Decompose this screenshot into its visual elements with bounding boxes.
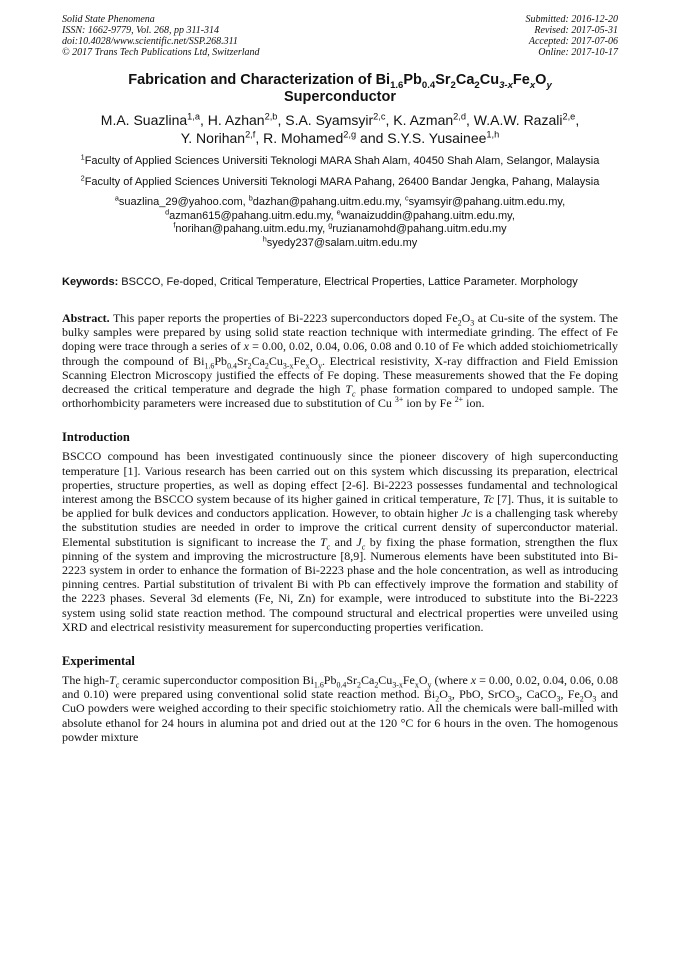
email-line-3: $^f$norihan@pahang.uitm.edu.my, $^g$ruzianamohd@pahang.uitm.edu.my <box>173 220 507 235</box>
affiliation-2: $^2$Faculty of Applied Sciences Universiti Teknologi MARA Pahang, 26400 Bandar Jengka, Pahang, Malaysia <box>80 173 600 188</box>
email-line-4: $^h$syedy237@salam.uitm.edu.my <box>262 233 418 249</box>
author-name: R. Mohamed <box>263 130 344 146</box>
abstract: Abstract. This paper reports the properties of Bi-2223 superconductors doped $Fe_2O_3$ at Cu-site of the system. The bulky samples were prepared by using solid state reaction technique with intermediate grinding. The effect of Fe doping were trace through a series of x = 0.00, 0.02, 0.04, 0.06, 0.08 and 0.10 of Fe which added stoichiometrically through the compound of $Bi_{1.6}Pb_{0.4}Sr_2Ca_2Cu_{3-x}Fe_xO_y$. Electrical resistivity, X-ray diffraction and Field Emission Scanning Electron Microscopy justified the effects of Fe doping. These measurements showed that the Fe doping decreased the critical temperature and degrade the high $T_c$ phase formation compared to undoped sample. The orthorhombicity parameters were increased due to substitution of Cu $^{3+}$ ion by Fe $^{2+}$ ion. <box>62 311 618 411</box>
journal-copyright: © 2017 Trans Tech Publications Ltd, Switzerland <box>62 47 260 58</box>
section-heading-experimental: Experimental <box>62 654 135 669</box>
author-affiliation-mark: 1,h <box>486 129 500 140</box>
date-accepted: Accepted: 2017-07-06 <box>528 36 618 47</box>
author-name: S.A. Syamsyir <box>285 112 374 128</box>
journal-name: Solid State Phenomena <box>62 14 155 25</box>
publication-dates <box>526 14 619 58</box>
author-name: M.A. Suazlina <box>100 112 188 128</box>
email-link[interactable]: azman615@pahang.uitm.edu.my <box>169 209 331 222</box>
author-name: W.A.W. Razali <box>473 112 563 128</box>
author-name: Y. Norihan <box>180 130 246 146</box>
email-link[interactable]: ruzianamohd@pahang.uitm.edu.my <box>332 223 507 235</box>
author-name: S.Y.S. Yusainee <box>387 130 487 146</box>
author-name: H. Azhan <box>207 112 265 128</box>
author-affiliation-mark: 2,b <box>264 111 278 122</box>
author-affiliation-mark: 2,e <box>562 111 576 122</box>
title-line-1: Fabrication and Characterization of $Bi_{1.6}Pb_{0.4}Sr_2Ca_2Cu_{3-x}Fe_xO_y$ <box>128 72 552 91</box>
email-list <box>62 193 618 250</box>
journal-doi[interactable]: doi:10.4028/www.scientific.net/SSP.268.311 <box>62 36 238 47</box>
introduction-paragraph: BSCCO compound has been investigated continuously since the pioneer discovery of high superconducting temperature [1]. Various research has been carried out on this system which discussing its preparation, electrical properties, structure properties, as well as doping effect [2-6]. Bi-2223 possesses fundamental and technological interest among the BSCCO system because of its higher gained in critical temperature, Tc [7]. Thus, it is suitable to be applied for bulk devices and conductors application. However, to obtain higher Jc is a challenging task whereby the substitution studies are needed in order to improve the critical current density of superconductor material. Elemental substitution is significant to increase the $T_c$ and $J_c$ by fixing the phase formation, strengthen the flux pinning of the system and improving the microstructure [8,9]. Numerous elements have been substituted into Bi-2223 system in order to enhance the formation of Bi-2223 phase and the hole concentration, as well as introducing pinning centres. Partial substitution of trivalent Bi with Pb can effectively improve the formation and stability of the 2223 phases. Several 3d elements (Fe, Ni, Zn) for example, were introduced to substitute into the Bi-2223 system using solid state reaction method. The compound structural and electrical properties were unveiled using XRD and electrical resistivity measurement for superconducting properties verification. <box>62 449 618 634</box>
author-affiliation-mark: 2,c <box>373 111 386 122</box>
email-line-2: $^d$azman615@pahang.uitm.edu.my, $^e$wanaizuddin@pahang.uitm.edu.my, <box>165 206 515 222</box>
section-heading-introduction: Introduction <box>62 430 130 445</box>
author-affiliation-mark: 2,d <box>453 111 467 122</box>
author-list: M.A. Suazlina$^{1,a}$, H. Azhan$^{2,b}$, S.A. Syamsyir$^{2,c}$, K. Azman$^{2,d}$, W.A.W. Razali$^{2,e}$, Y. Norihan$^{2,f}$, R. Mohamed$^{2,g}$ and S.Y.S. Yusainee$^{1,h}$ <box>100 111 580 146</box>
experimental-paragraph: The high-$T_c$ ceramic superconductor composition $Bi_{1.6}Pb_{0.4}Sr_2Ca_2Cu_{3-x}Fe_xO_y$ (where x = 0.00, 0.02, 0.04, 0.06, 0.08 and 0.10) were prepared using conventional solid state reaction method. $Bi_2O_3$, PbO, SrCO$_3$, CaCO$_3$, $Fe_2O_3$ and CuO powders were weighed according to their specific stoichiometry ratio. All the chemicals were ball-milled with absolute ethanol for 24 hours in alumina pot and dried out at the 120 °C for 6 hours in the oven. The homogenous powder mixture <box>62 673 619 744</box>
affiliation-1: $^1$Faculty of Applied Sciences Universiti Teknologi MARA Shah Alam, 40450 Shah Alam, Selangor, Malaysia <box>80 152 600 167</box>
title-line-2: Superconductor <box>284 89 396 105</box>
journal-header <box>62 14 618 58</box>
abstract-label: Abstract. <box>62 311 110 325</box>
email-link[interactable]: suazlina_29@yahoo.com <box>118 196 243 208</box>
email-link[interactable]: wanaizuddin@pahang.uitm.edu.my, <box>340 209 515 222</box>
date-online: Online: 2017-10-17 <box>538 47 618 58</box>
paper-page <box>62 14 618 744</box>
keywords-label: Keywords: <box>62 276 119 288</box>
email-link[interactable]: dazhan@pahang.uitm.edu.my <box>252 196 399 208</box>
email-link[interactable]: syedy237@salam.uitm.edu.my <box>266 236 418 249</box>
journal-info <box>62 14 260 58</box>
author-name: K. Azman <box>393 112 454 128</box>
keywords-text: BSCCO, Fe-doped, Critical Temperature, Electrical Properties, Lattice Parameter. Morphology <box>118 276 578 288</box>
email-link[interactable]: norihan@pahang.uitm.edu.my <box>175 223 323 235</box>
date-submitted: Submitted: 2016-12-20 <box>525 14 618 25</box>
keywords <box>62 275 618 289</box>
paper-title <box>62 72 618 106</box>
author-affiliation-mark: 2,g <box>343 129 357 140</box>
date-revised: Revised: 2017-05-31 <box>534 25 618 36</box>
author-affiliation-mark: 1,a <box>187 111 200 122</box>
author-affiliation-mark: 2,f <box>245 129 256 140</box>
journal-issn: ISSN: 1662-9779, Vol. 268, pp 311-314 <box>62 25 220 36</box>
email-line-1: $^a$suazlina_29@yahoo.com, $^b$dazhan@pahang.uitm.edu.my, $^c$syamsyir@pahang.uitm.edu.my, <box>114 193 566 208</box>
email-link[interactable]: syamsyir@pahang.uitm.edu.my, <box>408 196 566 208</box>
